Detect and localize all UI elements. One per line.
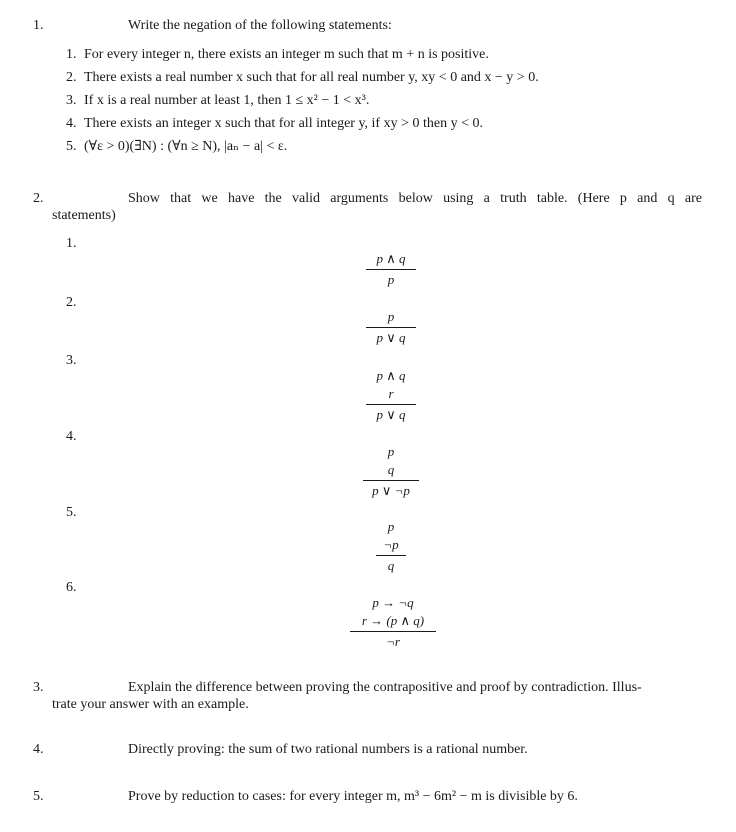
problem-4-text: Directly proving: the sum of two rational numbers is a rational number. [128, 742, 528, 757]
p1-item-4-num: 4. [66, 116, 77, 131]
argument-3-num: 3. [66, 353, 77, 368]
problem-2-number: 2. [33, 191, 44, 206]
problem-2-heading-line1: Show that we have the valid arguments below using a truth table. (Here p and q are [128, 191, 702, 206]
argument-6-premise-1: p → ¬q [372, 595, 414, 610]
p1-item-3-num: 3. [66, 93, 77, 108]
problem-3-line1: Explain the difference between proving the contrapositive and proof by contradiction. Illus- [128, 680, 642, 695]
problem-1-number: 1. [33, 18, 44, 33]
argument-4-conclusion: p ∨ ¬p [372, 483, 410, 498]
problem-5-number: 5. [33, 789, 44, 804]
argument-2-divider [366, 327, 416, 328]
problem-3-number: 3. [33, 680, 44, 695]
argument-6 [350, 594, 436, 651]
argument-6-premise-2: r → (p ∧ q) [361, 613, 425, 628]
argument-3-divider [366, 404, 416, 405]
problem-5-text: Prove by reduction to cases: for every integer m, m³ − 6m² − m is divisible by 6. [128, 789, 578, 804]
argument-1 [366, 250, 416, 289]
argument-2-conclusion: p ∨ q [376, 330, 406, 345]
argument-3 [366, 367, 416, 424]
p1-item-1-num: 1. [66, 47, 77, 62]
p1-item-2-text: There exists a real number x such that for all real number y, xy < 0 and x − y > 0. [84, 70, 539, 85]
argument-3-premise-2: r [388, 386, 394, 401]
p1-item-5-num: 5. [66, 139, 77, 154]
argument-4-num: 4. [66, 429, 77, 444]
problem-4-number: 4. [33, 742, 44, 757]
argument-2-num: 2. [66, 295, 77, 310]
argument-4-divider [363, 480, 419, 481]
p1-item-1-text: For every integer n, there exists an integer m such that m + n is positive. [84, 47, 489, 62]
argument-1-num: 1. [66, 236, 77, 251]
p1-item-4-text: There exists an integer x such that for all integer y, if xy > 0 then y < 0. [84, 116, 483, 131]
argument-5 [376, 518, 406, 575]
argument-3-premise-1: p ∧ q [376, 368, 406, 383]
argument-5-premise-2: ¬p [383, 537, 399, 552]
argument-5-divider [376, 555, 406, 556]
argument-6-num: 6. [66, 580, 77, 595]
p1-item-2-num: 2. [66, 70, 77, 85]
argument-4 [363, 443, 419, 500]
problem-2-heading-line2: statements) [52, 208, 116, 223]
argument-5-conclusion: q [387, 558, 395, 573]
argument-1-premise-1: p ∧ q [376, 251, 406, 266]
p1-item-5-text: (∀ε > 0)(∃N) : (∀n ≥ N), |aₙ − a| < ε. [84, 139, 288, 154]
argument-4-premise-1: p [387, 444, 395, 459]
argument-5-num: 5. [66, 505, 77, 520]
argument-2-premise-1: p [387, 309, 395, 324]
problem-1-heading: Write the negation of the following statements: [128, 18, 392, 33]
problem-3-line2: trate your answer with an example. [52, 697, 249, 712]
argument-4-premise-2: q [387, 462, 395, 477]
argument-2 [366, 308, 416, 347]
argument-3-conclusion: p ∨ q [376, 407, 406, 422]
argument-1-conclusion: p [387, 272, 395, 287]
argument-6-conclusion: ¬r [386, 634, 400, 649]
argument-5-premise-1: p [387, 519, 395, 534]
argument-1-divider [366, 269, 416, 270]
argument-6-divider [350, 631, 436, 632]
p1-item-3-text: If x is a real number at least 1, then 1 ≤ x² − 1 < x³. [84, 93, 370, 108]
